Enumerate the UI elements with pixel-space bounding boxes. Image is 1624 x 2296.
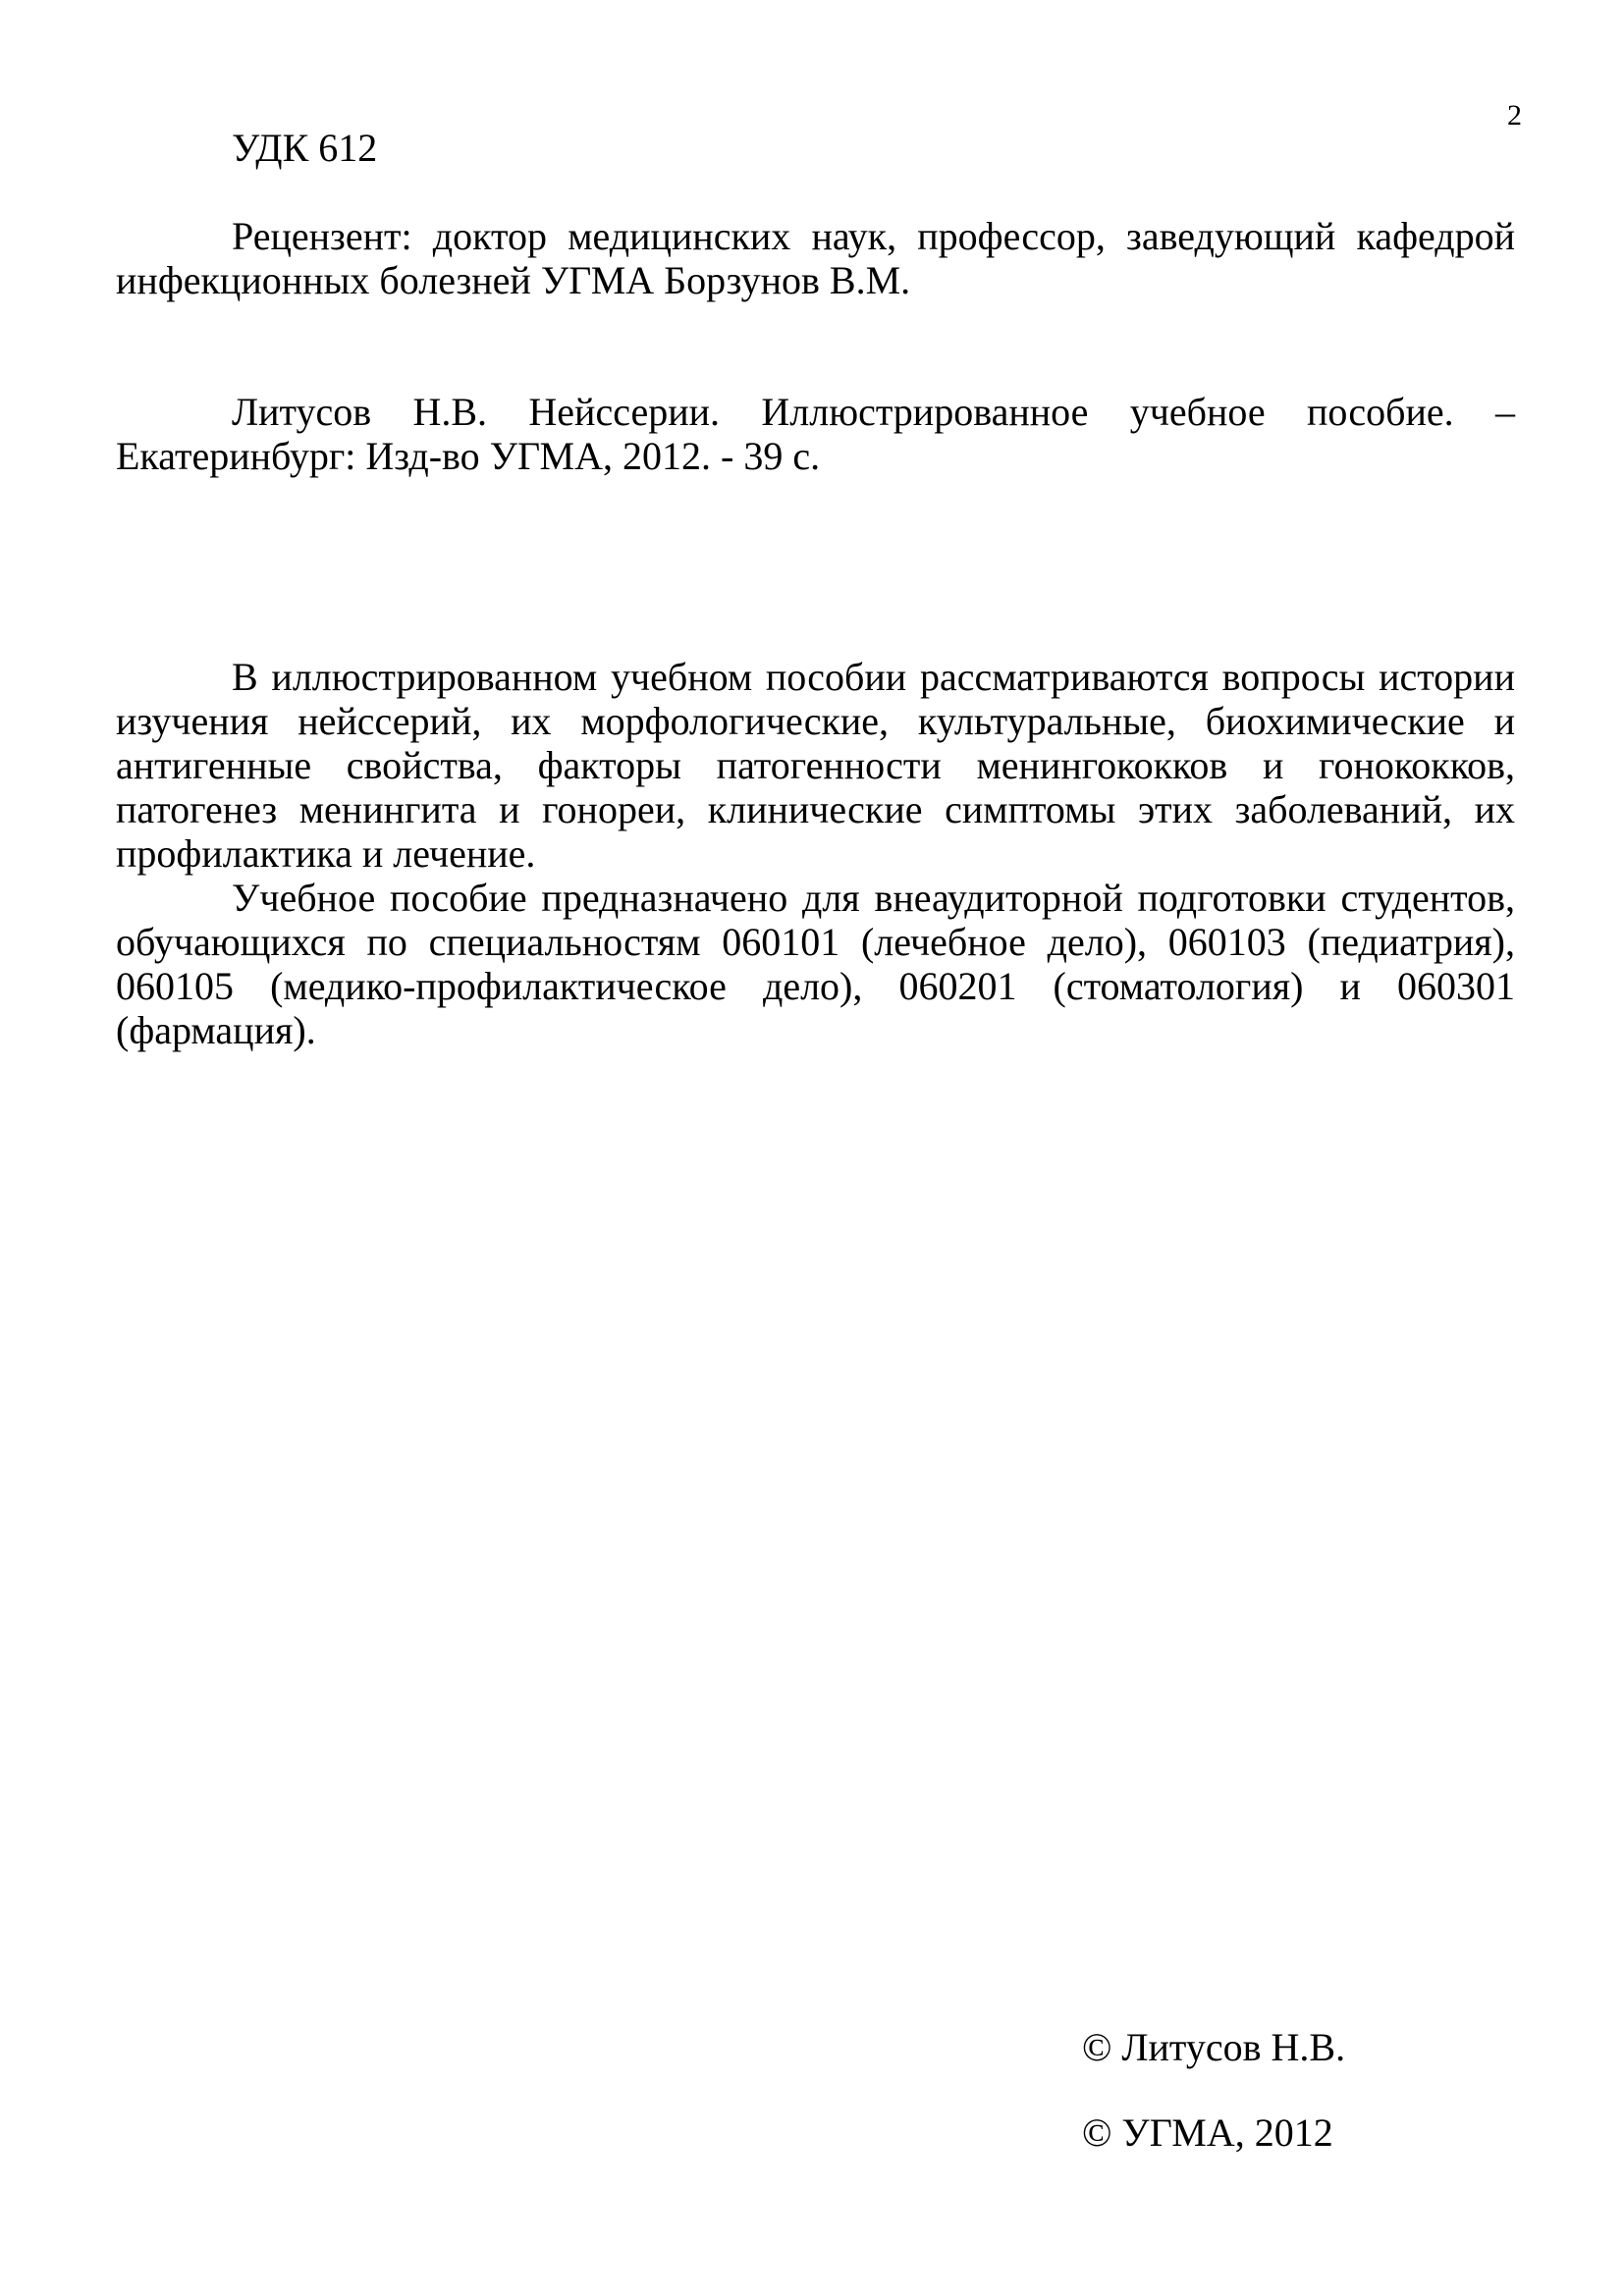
copyright-organization: © УГМА, 2012: [1082, 2110, 1333, 2155]
abstract-paragraph-purpose: Учебное пособие предназначено для внеаудиторной подготовки студентов, обучающихся по специальностям 060101 (лечебное дело), 060103 (педиатрия), 060105 (медико-профилактическое дело), 060201 (стоматология) и 060301 (фармация).: [116, 876, 1515, 1052]
abstract-section: [116, 655, 1515, 1052]
reviewer-paragraph: Рецензент: доктор медицинских наук, профессор, заведующий кафедрой инфекционных болезней УГМА Борзунов В.М.: [116, 214, 1515, 302]
copyright-author: © Литусов Н.В.: [1082, 2025, 1346, 2069]
page-number: 2: [1507, 99, 1522, 132]
udc-code: УДК 612: [232, 126, 378, 170]
abstract-paragraph-description: В иллюстрированном учебном пособии рассматриваются вопросы истории изучения нейссерий, их морфологические, культуральные, биохимические и антигенные свойства, факторы патогенности менингококков и гонококков, патогенез менингита и гонореи, клинические симптомы этих заболеваний, их профилактика и лечение.: [116, 655, 1515, 876]
bibliographic-citation: Литусов Н.В. Нейссерии. Иллюстрированное учебное пособие. – Екатеринбург: Изд-во УГМА, 2012. - 39 с.: [116, 390, 1515, 478]
